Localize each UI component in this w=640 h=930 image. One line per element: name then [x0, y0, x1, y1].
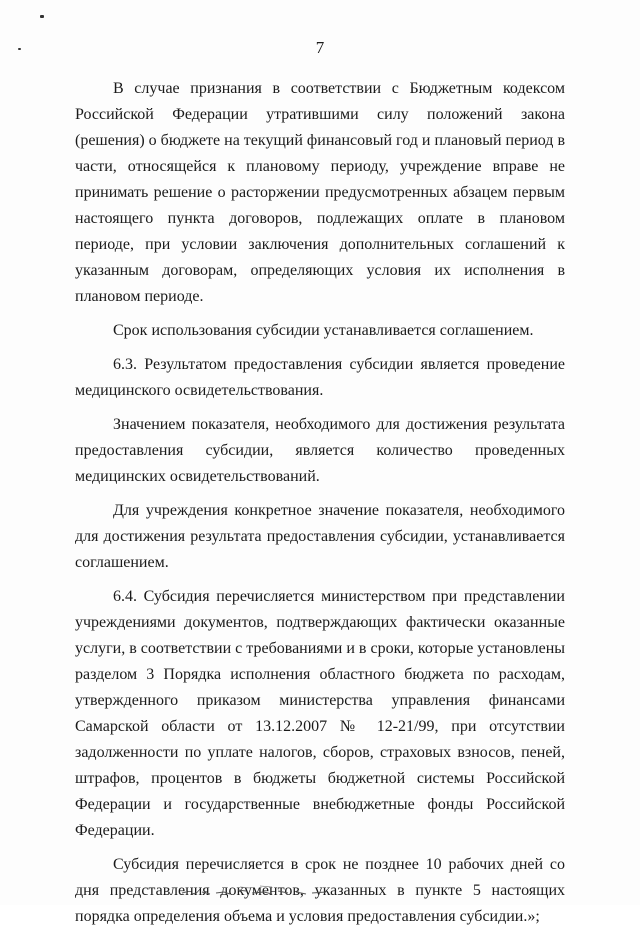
paragraph-budget-code: В случае признания в соответствии с Бюджетным кодексом Российской Федерации утратившими силу положений закона (решения) о бюджете на текущий финансовый год и плановый период в части, относящейся к плановому периоду, учреждение вправе не принимать решение о расторжении предусмотренных абзацем первым настоящего пункта договоров, подлежащих оплате в плановом периоде, при условии заключения дополнительных соглашений к указанным договорам, определяющих условия их исполнения в плановом периоде.	[75, 80, 565, 305]
page-number: 7	[315, 38, 325, 57]
paragraph-transfer-deadline: Субсидия перечисляется в срок не позднее 10 рабочих дней со дня представления документов, указанных в пункте 5 настоящих порядка определения объема и условия предоставления субсидии.»;	[75, 856, 565, 925]
scan-noise	[180, 884, 330, 898]
paragraph-subsidy-term: Срок использования субсидии устанавливается соглашением.	[113, 322, 534, 339]
scan-mark	[40, 15, 44, 18]
paragraph-indicator-value: Значением показателя, необходимого для достижения результата предоставления субсидии, является количество проведенных медицинских освидетельствований.	[75, 416, 565, 485]
paragraph-indicator-agreement: Для учреждения конкретное значение показателя, необходимого для достижения результата предоставления субсидии, устанавливается соглашением.	[75, 502, 565, 571]
document-body	[75, 76, 565, 930]
paragraph-6-4-transfer: 6.4. Субсидия перечисляется министерством при представлении учреждениями документов, подтверждающих фактически оказанные услуги, в соответствии с требованиями и в сроки, которые установлены разделом 3 Порядка исполнения областного бюджета по расходам, утвержденного приказом министерства управления финансами Самарской области от 13.12.2007 № 12-21/99, при отсутствии задолженности по уплате налогов, сборов, страховых взносов, пеней, штрафов, процентов в бюджеты бюджетной системы Российской Федерации и государственные внебюджетные фонды Российской Федерации.	[75, 588, 565, 839]
paragraph-6-3-result: 6.3. Результатом предоставления субсидии является проведение медицинского освидетельствования.	[75, 356, 565, 399]
